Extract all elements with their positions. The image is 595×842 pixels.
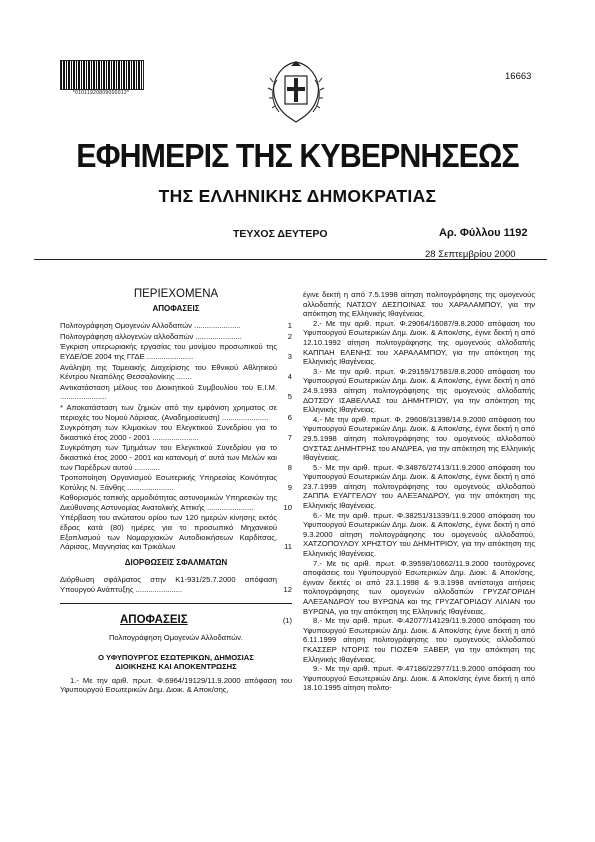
minister-line: ΔΙΟΙΚΗΣΗΣ ΚΑΙ ΑΠΟΚΕΝΤΡΩΣΗΣ [115,662,237,672]
contents-item-page: 4 [287,372,292,382]
issue-date: 28 Σεπτεμβρίου 2000 [425,249,516,260]
contents-item-page: 5 [287,392,292,402]
contents-item-page: 1 [287,321,292,331]
contents-item [60,473,292,492]
issue-label: ΤΕΥΧΟΣ ΔΕΥΤΕΡΟ [233,228,328,240]
contents-item-page: 10 [283,502,292,512]
corrections-list [60,575,292,594]
correction-item-page: 12 [283,585,292,595]
contents-item-text: Καθορισμός τοπικής αρμοδιότητας αστυνομικών Υπηρεσιών της Διεύθυνσης Αστυνομίας Ανατολικής Αττικής ...................... [60,493,277,512]
contents-item [60,493,292,512]
contents-item [60,342,292,361]
contents-item [60,513,292,551]
contents-item-page: 9 [287,482,292,492]
decision-number: (1) [282,615,292,625]
page-number: 16663 [505,71,532,82]
contents-item-text: * Αποκατάσταση των ζημιών από την εμφάνιση χρηματος σε περιοχές του Νομού Λάρισας. (Αναδημοσίευση) ...................... [60,402,277,422]
contents-item-text: Συγκρότηση των Τμημάτων του Ελεγκτικού Συνεδρίου για το δικαστικό έτος 2000 - 2001 και κατανομή σ' αυτά των Μελών και των Παρέδρων αυτού ............ [60,443,277,472]
contents-item-page: 11 [284,542,292,552]
correction-item-text: Διόρθωση σφάλματος στην Κ1-931/25.7.2000 απόφαση Υπουργού Ανάπτυξης ...................... [60,575,277,595]
decision-paragraph: 2.- Με την αριθ. πρωτ. Φ.29064/16087/9.8.2000 απόφαση του Υφυπουργού Εσωτερικών Δημ. Διοικ. & Αποκ/σης, έγινε δεκτή η από 12.10.1992 αίτηση πολιτογράφησης της ομογενούς αλλοδαπής ΚΑΠΠΑΗ ΕΛΕΝΗΣ του ΧΑΡΑΛΑΜΠΟΥ, για την απόκτηση της Ελληνικής Ιθαγένειας. [303,318,535,367]
decision-paragraph: 4.- Με την αριθ. πρωτ. Φ. 29608/31398/14.9.2000 απόφαση του Υφυπουργού Εσωτερικών Δημ. Διοικ. & Αποκ/σης, έγινε δεκτή η από 29.5.1998 αίτηση πολιτογράφησης του ομογενούς αλλοδαπού ΟΥΣΤΑΣ ΔΗΜΗΤΡΗΣ του ΑΝΔΡΕΑ, για την απόκτηση της Ελληνικής Ιθαγένειας. [303,414,535,463]
contents-list [60,321,292,552]
contents-item [60,332,292,342]
contents-item-text: Ανάληψη της Ταμειακής Διαχείρισης του Εθνικού Αθλητικού Κέντρου Νεαπόλης Θεσσαλονίκης ....... [60,362,277,382]
gazette-title: ΕΦΗΜΕΡΙΣ ΤΗΣ ΚΥΒΕΡΝΗΣΕΩΣ [76,137,519,174]
left-column [60,290,292,695]
contents-item-text: Τροποποίηση Οργανισμού Εσωτερικής Υπηρεσίας Κοινότητας Κοτύλης Ν. Ξάνθης ...................... [60,473,277,492]
contents-divider [60,603,292,604]
contents-item-page: 2 [287,331,292,341]
gazette-subtitle: ΤΗΣ ΕΛΛΗΝΙΚΗΣ ΔΗΜΟΚΡΑΤΙΑΣ [158,186,437,206]
contents-item-text: Έγκριση υπερωριακής εργασίας του μονίμου προσωπικού της ΕΥΔΕ/ΟΕ 2004 της ΓΓΔΕ ...................... [60,342,277,361]
contents-item-page: 6 [287,412,292,422]
barcode [60,60,144,90]
contents-item-text: Υπέρβαση του ανώτατου ορίου των 120 ημερών κίνησης εκτός έδρας κατά (80) ημέρες για το προσωπικό Μηχανικού Εξοπλισμού των Νομαρχιακών Αυτοδιοικήσεων Καρδίτσας, Λάρισας, Μαγνησίας και Τρικάλων [60,513,277,552]
contents-item [60,403,292,422]
barcode-number: *01011920809000012* [72,90,130,96]
contents-item [60,363,292,382]
contents-item-text: Αντικατάσταση μέλους του Διοικητικού Συμβουλίου του Ε.Ι.Μ. ...................... [60,382,277,402]
contents-item [60,383,292,402]
contents-item-text: Συγκρότηση των Κλιμακίων του Ελεγκτικού Συνεδρίου για το δικαστικό έτος 2000 - 2001 ...................... [60,423,277,442]
right-column [303,290,535,693]
corrections-heading: ΔΙΟΡΘΩΣΕΙΣ ΣΦΑΛΜΑΤΩΝ [124,557,228,567]
decision-paragraph: 1.- Με την αριθ. πρωτ. Φ.6964/19129/11.9.2000 απόφαση του Υφυπουργού Εσωτερικών Δημ. Διοικ. & Αποκ/σης, [60,675,292,695]
header-divider [34,259,547,260]
decision-paragraph: 3.- Με την αριθ. πρωτ. Φ.29159/17581/8.8.2000 απόφαση του Υφυπουργού Εσωτερικών Δημ. Διοικ. & Αποκ/σης, έγινε δεκτή η από 24.9.1993 αίτηση πολιτογράφησης της ομογενούς αλλοδαπής ΔΟΤΣΟΥ ΙΣΑΒΕΛΛΑΣ του ΔΗΜΗΤΡΙΟΥ, για την απόκτηση της Ελληνικής Ιθαγένειας. [303,366,535,415]
decision-title: Πολιτογράφηση Ομογενών Αλλοδαπών. [108,633,244,643]
contents-item-page: 3 [287,351,292,361]
decision-paragraph: έγινε δεκτή η από 7.5.1998 αίτηση πολιτογράφησης της ομογενούς αλλοδαπής ΝΑΤΣΟΥ ΔΕΣΠΟΙΝΑΣ του ΧΑΡΑΛΑΜΠΟΥ, για την απόκτηση της Ελληνικής Ιθαγένειας. [303,290,535,319]
decision-paragraph: 5.- Με την αριθ. πρωτ. Φ.34876/27413/11.9.2000 απόφαση του Υφυπουργού Εσωτερικών Δημ. Διοικ. & Αποκ/σης, έγινε δεκτή η από 23.7.1999 αίτηση πολιτογράφησης του ομογενούς αλλοδαπού ΖΑΠΠΑ ΕΥΑΓΓΕΛΟΥ του ΑΛΕΞΑΝΔΡΟΥ, για την απόκτηση της Ελληνικής Ιθαγένειας. [303,462,535,511]
contents-item [60,443,292,472]
contents-decisions-heading: ΑΠΟΦΑΣΕΙΣ [152,303,200,313]
correction-item [60,575,292,594]
contents-item [60,423,292,442]
decision-paragraph: 8.- Με την αριθ. πρωτ. Φ.42077/14129/11.9.2000 απόφαση του Υφυπουργού Εσωτερικών Δημ. Διοικ. & Αποκ/σης έγινε δεκτή η από 6.11.1999 αίτηση πολιτογράφησης του ομογενούς αλλοδαπού ΓΚΑΣΣΕΡ ΝΤΟΡΙΣ του ΓΙΟΖΕΦ ΞΑΒΕΡ, για την απόκτηση της Ελληνικής Ιθαγένειας. [303,616,535,664]
decisions-heading: ΑΠΟΦΑΣΕΙΣ [120,613,188,626]
sheet-number: Αρ. Φύλλου 1192 [439,227,528,239]
contents-item-page: 8 [287,462,292,472]
decision-paragraph: 9.- Με την αριθ. πρωτ. Φ.47186/22977/11.9.2000 απόφαση του Υφυπουργού Εσωτερικών Δημ. Διοικ. & Αποκ/σης έγινε δεκτή η από 18.10.1995 αίτηση πολιτο- [303,664,535,693]
contents-title: ΠΕΡΙΕΧΟΜΕΝΑ [133,288,219,300]
decision-paragraph: 7.- Με τις αριθ. πρωτ. Φ.39598/10662/11.9.2000 ταυτόχρονες αποφάσεις του Υφυπουργού Εσωτερικών Δημ. Διοικ. & Αποκ/σης, έγιναν δεκτές οι από 23.1.1998 & 9.3.1998 αντίστοιχα αιτήσεις πολιτογράφησης των ομογενών αλλοδαπών ΓΡΥΖΑΓΟΡΙΔΗ ΑΛΕΞΑΝΔΡΟΥ του ΒΥΡΩΝΑ και της ΓΡΥΖΑΓΟΡΙΔΟΥ ΛΙΛΙΑΝ του ΒΥΡΩΝΑ, για την απόκτηση της Ελληνικής Ιθαγένειας. [303,558,535,616]
decision-paragraph: 6.- Με την αριθ. πρωτ. Φ.38251/31339/11.9.2000 απόφαση του Υφυπουργού Εσωτερικών Δημ. Διοικ. & Αποκ/σης, έγινε δεκτή η από 9.3.2000 αίτηση πολιτογράφησης του ομογενούς αλλοδαπού, ΧΑΤΖΟΠΟΥΛΟΥ ΧΡΗΣΤΟΥ του ΔΗΜΗΤΡΙΟΥ, για την απόκτηση της Ελληνικής Ιθαγένειας. [303,510,535,559]
minister-line: Ο ΥΦΥΠΟΥΡΓΟΣ ΕΣΩΤΕΡΙΚΩΝ, ΔΗΜΟΣΙΑΣ [98,652,254,662]
contents-item-page: 7 [287,432,292,442]
contents-item-text: Πολιτογράφηση Ομογενών Αλλοδαπών ...................... [60,321,241,331]
contents-item-text: Πολιτογράφηση αλλογενών αλλοδαπών ...................... [60,331,242,341]
decisions-header [60,613,292,626]
contents-item [60,321,292,331]
greek-coat-of-arms-icon [265,58,327,126]
